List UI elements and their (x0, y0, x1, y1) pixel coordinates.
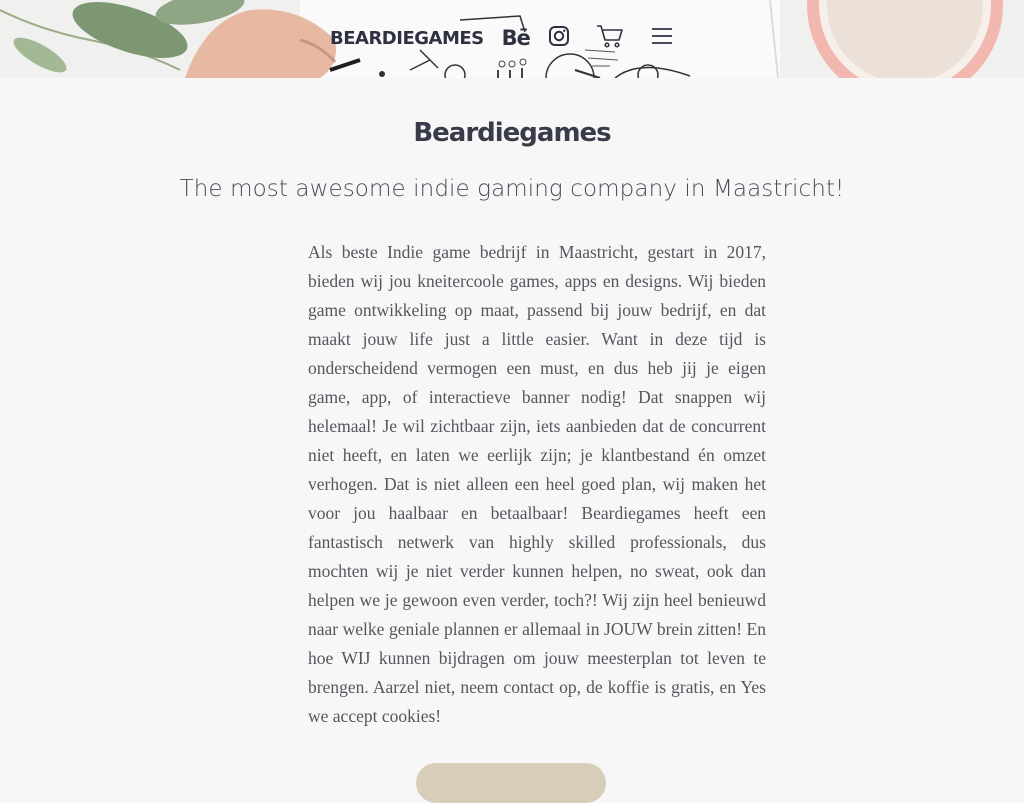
menu-icon (650, 25, 674, 47)
behance-icon[interactable]: Bē (501, 26, 530, 50)
header-banner (0, 0, 1024, 78)
instagram-icon (548, 25, 570, 47)
intro-paragraph: Als beste Indie game bedrijf in Maastricht, gestart in 2017, bieden wij jou kneitercoole games, apps en designs. Wij bieden game ontwikkeling op maat, passend bij jouw bedrijf, en dat maakt jouw life just a little easier. Want in deze tijd is onderscheidend vermogen een must, en dus heb jij je eigen game, app, of interactieve banner nodig! Dat snappen wij helemaal! Je wil zichtbaar zijn, iets aanbieden dat de concurrent niet heeft, en laten we eerlijk zijn; je klantbestand én omzet verhogen. Dat is niet alleen een heel goed plan, wij maken het voor jou haalbaar en betaalbaar! Beardiegames heeft een fantastisch netwerk van highly skilled professionals, dus mochten wij je niet verder kunnen helpen, no sweat, ook dan helpen we je gewoon even verder, toch?! Wij zijn heel benieuwd naar welke geniale plannen er allemaal in JOUW brein zitten! En hoe WIJ kunnen bijdragen om jouw meesterplan tot leven te brengen. Aarzel niet, neem contact op, de koffie is gratis, en Yes we accept cookies! (308, 242, 766, 726)
top-navigation (330, 18, 674, 58)
instagram-link[interactable] (530, 25, 570, 52)
menu-button[interactable] (624, 25, 674, 52)
tagline: The most awesome indie gaming company in Maastricht! (179, 176, 845, 202)
brand-logo[interactable]: BEARDIEGAMES (330, 27, 484, 49)
cart-icon (596, 23, 624, 49)
cta-button[interactable] (416, 763, 606, 803)
page-title: Beardiegames (413, 118, 611, 148)
cart-button[interactable] (570, 23, 624, 54)
